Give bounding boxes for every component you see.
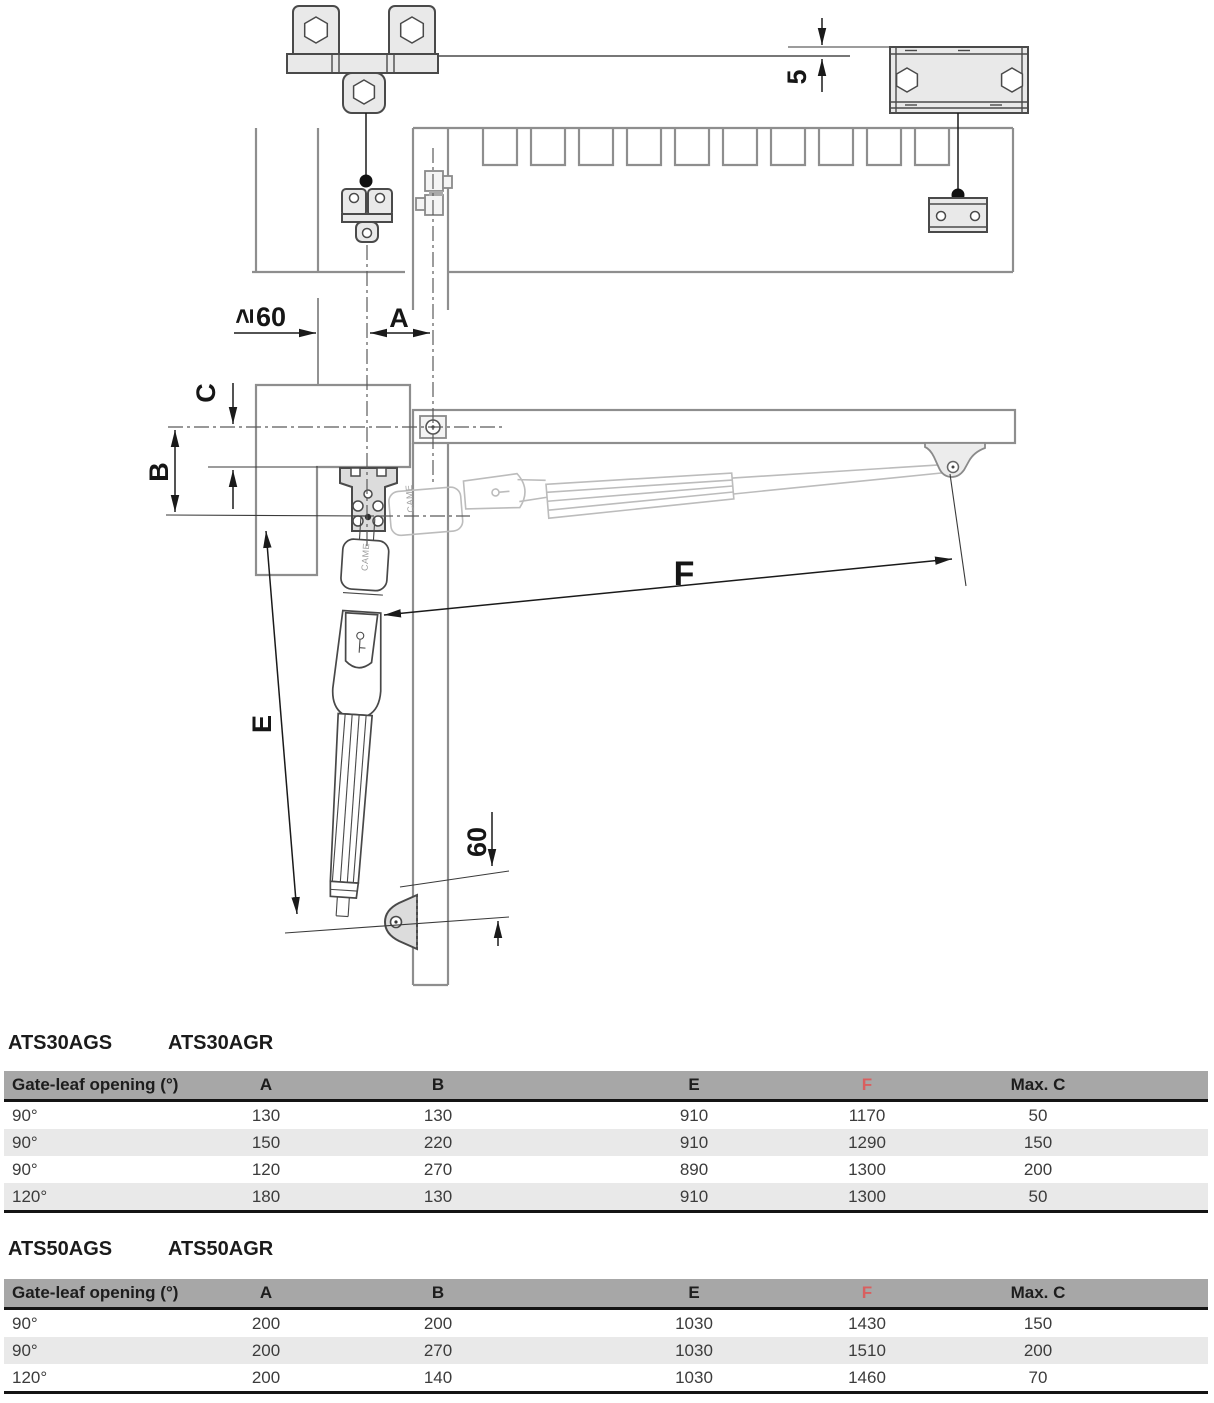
cell: 200 [423, 1314, 453, 1333]
gate-front [413, 128, 1013, 310]
hex-bolt-icon [401, 17, 424, 43]
cell: 910 [679, 1133, 709, 1152]
model-names-ats30 [0, 1032, 1208, 1056]
model-names-ats50 [0, 1238, 1208, 1262]
table-row [4, 1102, 1208, 1129]
header-e: E [688, 1283, 700, 1302]
cell: 910 [679, 1106, 709, 1125]
front-view [229, 6, 1028, 384]
cell: 90° [12, 1133, 38, 1152]
header-a: A [259, 1283, 273, 1302]
gate-leaf-bracket-open [385, 895, 417, 949]
cell: 1300 [848, 1160, 886, 1179]
cell: 150 [1023, 1133, 1053, 1152]
model-name: ATS50AGR [168, 1238, 274, 1260]
model-name: ATS30AGR [168, 1032, 274, 1054]
cell: 910 [679, 1187, 709, 1206]
cell: 130 [423, 1106, 453, 1125]
cell: 270 [423, 1160, 453, 1179]
header-f: F [861, 1075, 873, 1094]
cell: 1030 [675, 1368, 713, 1387]
cell: 70 [1028, 1368, 1048, 1387]
brand-label: CAME [403, 484, 416, 513]
leader-dot [360, 175, 373, 188]
pillar-bracket-exploded [287, 6, 438, 113]
header-b: B [431, 1075, 445, 1094]
header-a: A [259, 1075, 273, 1094]
table-row [4, 1129, 1208, 1156]
cell: 1460 [848, 1368, 886, 1387]
gate-pickets [483, 128, 949, 165]
model-name: ATS30AGS [8, 1032, 113, 1054]
dim-e-label: E [247, 714, 277, 734]
pillar-hinge-bracket-icon [342, 189, 392, 242]
dim-min60-label: 60 [256, 302, 287, 332]
hex-bolt-icon [1002, 68, 1023, 92]
cell: 200 [251, 1341, 281, 1360]
table-header-row [4, 1279, 1208, 1310]
cell: 1430 [848, 1314, 886, 1333]
gate-bracket-plate [890, 47, 1028, 113]
table-row [4, 1337, 1208, 1364]
table-row [4, 1183, 1208, 1210]
gate-hinge-icon [416, 171, 452, 215]
model-name: ATS50AGS [8, 1238, 113, 1260]
header-e: E [688, 1075, 700, 1094]
cell: 1300 [848, 1187, 886, 1206]
cell: 200 [251, 1368, 281, 1387]
table-row [4, 1156, 1208, 1183]
cell: 150 [251, 1133, 281, 1152]
cell: 150 [1023, 1314, 1053, 1333]
dim-60-label: 60 [462, 826, 492, 858]
cell: 890 [679, 1160, 709, 1179]
gate-clamp-icon [929, 198, 987, 232]
cell: 90° [12, 1314, 38, 1333]
cell: 90° [12, 1160, 38, 1179]
dimension-table-ats30 [4, 1071, 1208, 1213]
cell: 220 [423, 1133, 453, 1152]
cell: 50 [1028, 1106, 1048, 1125]
cell: 120° [12, 1368, 48, 1387]
dim-f-line [384, 559, 952, 615]
cell: 130 [423, 1187, 453, 1206]
dim-min60-symbol: ≥ [229, 308, 259, 324]
cell: 270 [423, 1341, 453, 1360]
gate-leaf-closed [413, 410, 1015, 443]
dim-b-label: B [144, 462, 174, 482]
hex-bolt-icon [305, 17, 328, 43]
dimension-table-ats50 [4, 1279, 1208, 1394]
gate-leaf-open [413, 443, 448, 985]
header-max-c: Max. C [1010, 1075, 1066, 1094]
cell: 120 [251, 1160, 281, 1179]
header-max-c: Max. C [1010, 1283, 1066, 1302]
cell: 180 [251, 1187, 281, 1206]
cell: 1510 [848, 1341, 886, 1360]
gate-leaf-bracket-closed [925, 443, 985, 477]
table-row [4, 1310, 1208, 1337]
dim-f-label: F [673, 555, 695, 593]
cell: 120° [12, 1187, 48, 1206]
actuator-open [318, 516, 392, 917]
cell: 90° [12, 1106, 38, 1125]
cell: 200 [251, 1314, 281, 1333]
plan-view [144, 148, 1015, 985]
actuator-closed-ghost [387, 438, 948, 536]
dim-5-label: 5 [782, 69, 812, 85]
cell: 200 [1023, 1160, 1053, 1179]
cell: 200 [1023, 1341, 1053, 1360]
cell: 130 [251, 1106, 281, 1125]
dim-c-label: C [191, 383, 221, 403]
cell: 90° [12, 1341, 38, 1360]
cell: 1290 [848, 1133, 886, 1152]
hex-bolt-icon [897, 68, 918, 92]
cell: 140 [423, 1368, 453, 1387]
header-f: F [861, 1283, 873, 1302]
brand-label: CAME [359, 542, 372, 572]
table-row [4, 1364, 1208, 1391]
header-gate-leaf-opening: Gate-leaf opening (°) [12, 1283, 179, 1302]
header-b: B [431, 1283, 445, 1302]
cell: 50 [1028, 1187, 1048, 1206]
table-header-row [4, 1071, 1208, 1102]
hex-bolt-icon [354, 80, 375, 104]
cell: 1030 [675, 1314, 713, 1333]
cell: 1030 [675, 1341, 713, 1360]
cell: 1170 [848, 1106, 886, 1125]
dim-a-label: A [389, 303, 409, 333]
header-gate-leaf-opening: Gate-leaf opening (°) [12, 1075, 179, 1094]
